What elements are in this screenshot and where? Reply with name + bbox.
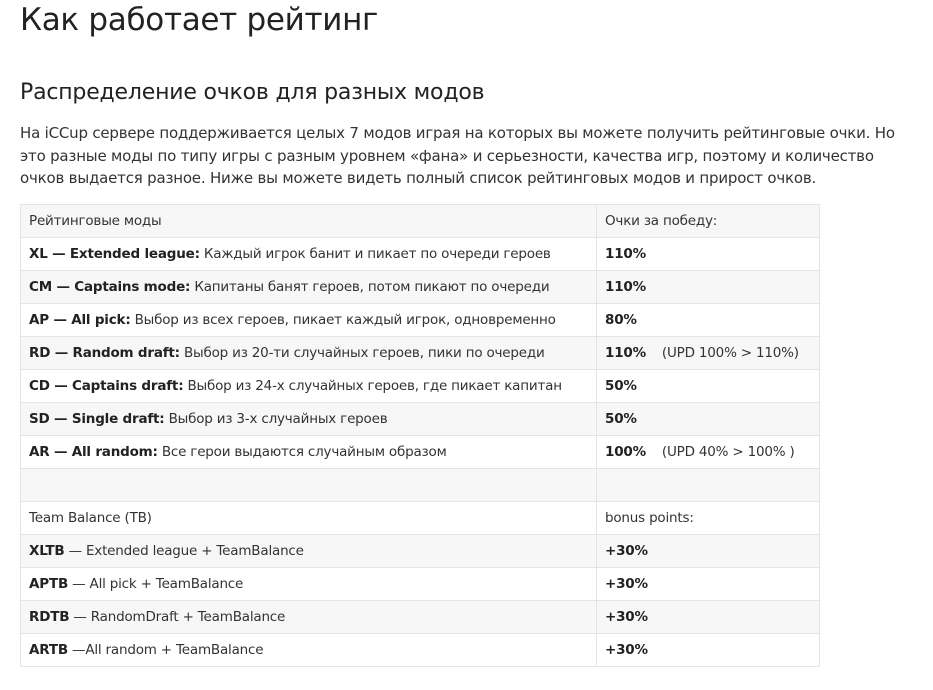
mode-cell: [21, 436, 597, 469]
table-row: [21, 304, 820, 337]
empty-row: [21, 469, 820, 502]
mode-desc: Выбор из 20-ти случайных героев, пики по очереди: [179, 345, 545, 361]
tb-points-value: +30%: [605, 609, 648, 625]
intro-paragraph: На iCCup сервере поддерживается целых 7 модов играя на которых вы можете получить рейтинговые очки. Но это разные моды по типу игры с разным уровнем «фана» и серьезности, качества игр, поэтому и количество очков выдается разное. Ниже вы можете видеть полный список рейтинговых модов и прирост очков.: [20, 124, 895, 187]
tb-mode-name: ARTB: [29, 642, 68, 658]
mode-desc: Каждый игрок банит и пикает по очереди героев: [199, 246, 551, 262]
tb-mode-desc: — RandomDraft + TeamBalance: [69, 609, 286, 625]
empty-cell: [21, 469, 597, 502]
tb-points-cell: [597, 634, 820, 667]
update-note: (UPD 100% > 110%): [661, 345, 799, 361]
points-cell: [597, 370, 820, 403]
mode-desc: Выбор из 3-х случайных героев: [164, 411, 388, 427]
points-value: 110%: [605, 345, 646, 361]
points-value: 100%: [605, 444, 646, 460]
header-mode: Рейтинговые моды: [21, 205, 597, 238]
tb-mode-cell: [21, 535, 597, 568]
tb-row: [21, 634, 820, 667]
tb-points-cell: [597, 535, 820, 568]
tb-row: [21, 568, 820, 601]
tb-mode-name: RDTB: [29, 609, 70, 625]
page-title: Как работает рейтинг: [20, 2, 379, 38]
points-value: 80%: [605, 312, 637, 328]
points-cell: [597, 238, 820, 271]
mode-name: CM — Captains mode:: [29, 279, 191, 295]
mode-name: AP — All pick:: [29, 312, 131, 328]
tb-points-value: +30%: [605, 576, 648, 592]
points-cell: [597, 304, 820, 337]
table-row: [21, 403, 820, 436]
mode-cell: [21, 403, 597, 436]
mode-cell: [21, 238, 597, 271]
rating-table: [20, 204, 820, 667]
points-cell: [597, 337, 820, 370]
mode-name: AR — All random:: [29, 444, 158, 460]
mode-name: XL — Extended league:: [29, 246, 200, 262]
tb-mode-name: XLTB: [29, 543, 65, 559]
mode-cell: [21, 337, 597, 370]
tb-mode-cell: [21, 601, 597, 634]
points-value: 50%: [605, 378, 637, 394]
tb-header-mode: Team Balance (TB): [21, 502, 597, 535]
tb-mode-cell: [21, 634, 597, 667]
mode-cell: [21, 304, 597, 337]
points-value: 110%: [605, 279, 646, 295]
section-title: Распределение очков для разных модов: [20, 80, 485, 105]
tb-row: [21, 535, 820, 568]
update-note: (UPD 40% > 100% ): [661, 444, 795, 460]
mode-desc: Капитаны банят героев, потом пикают по очереди: [190, 279, 550, 295]
tb-points-cell: [597, 568, 820, 601]
points-value: 110%: [605, 246, 646, 262]
mode-name: RD — Random draft:: [29, 345, 180, 361]
points-cell: [597, 271, 820, 304]
tb-mode-desc: — All pick + TeamBalance: [68, 576, 244, 592]
tb-mode-cell: [21, 568, 597, 601]
points-value: 50%: [605, 411, 637, 427]
table-row: [21, 370, 820, 403]
tb-points-value: +30%: [605, 642, 648, 658]
mode-desc: Выбор из 24-х случайных героев, где пикает капитан: [183, 378, 562, 394]
mode-desc: Выбор из всех героев, пикает каждый игрок, одновременно: [130, 312, 556, 328]
table-row: [21, 337, 820, 370]
table-header-row: [21, 205, 820, 238]
tb-header-points: bonus points:: [597, 502, 820, 535]
tb-header-row: [21, 502, 820, 535]
tb-mode-desc: —All random + TeamBalance: [67, 642, 264, 658]
tb-points-cell: [597, 601, 820, 634]
table-row: [21, 436, 820, 469]
mode-cell: [21, 271, 597, 304]
tb-mode-desc: — Extended league + TeamBalance: [64, 543, 304, 559]
header-points: Очки за победу:: [597, 205, 820, 238]
tb-mode-name: APTB: [29, 576, 69, 592]
mode-name: CD — Captains draft:: [29, 378, 184, 394]
points-cell: [597, 403, 820, 436]
tb-points-value: +30%: [605, 543, 648, 559]
empty-cell: [597, 469, 820, 502]
points-cell: [597, 436, 820, 469]
mode-cell: [21, 370, 597, 403]
table-row: [21, 271, 820, 304]
mode-desc: Все герои выдаются случайным образом: [157, 444, 447, 460]
mode-name: SD — Single draft:: [29, 411, 165, 427]
table-row: [21, 238, 820, 271]
tb-row: [21, 601, 820, 634]
